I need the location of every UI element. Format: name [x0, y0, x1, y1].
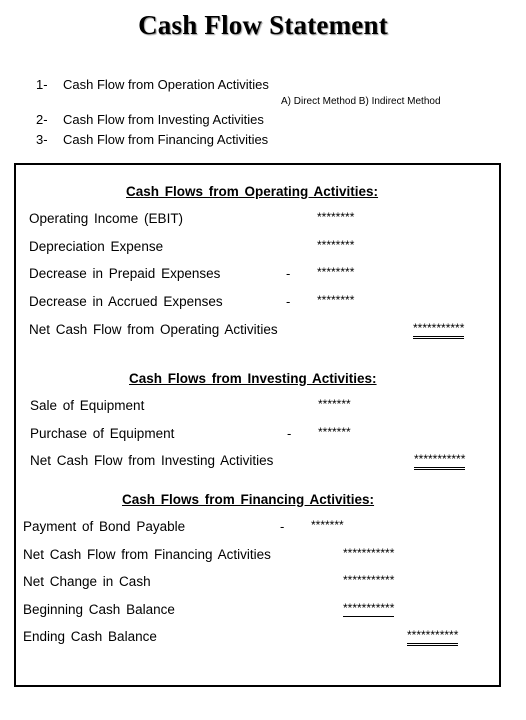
ending-balance-label: Ending Cash Balance — [23, 629, 157, 644]
methods-note: A) Direct Method B) Indirect Method — [281, 96, 441, 107]
investing-net-label: Net Cash Flow from Investing Activities — [30, 453, 274, 468]
operating-row-label: Operating Income (EBIT) — [29, 211, 184, 226]
operating-net-amount: *********** — [413, 321, 464, 339]
investing-net-amount: *********** — [414, 452, 465, 470]
investing-row-label: Purchase of Equipment — [30, 426, 175, 441]
financing-row-label: Payment of Bond Payable — [23, 519, 186, 534]
investing-heading: Cash Flows from Investing Activities: — [129, 371, 377, 386]
beginning-balance-label: Beginning Cash Balance — [23, 602, 175, 617]
operating-row-amount: ******** — [317, 210, 355, 224]
operating-net-label: Net Cash Flow from Operating Activities — [29, 322, 278, 337]
financing-row-dash: - — [280, 519, 285, 534]
list-item-investing: Cash Flow from Investing Activities — [63, 112, 264, 127]
investing-row-label: Sale of Equipment — [30, 398, 145, 413]
list-number-1: 1- — [36, 77, 48, 92]
net-change-label: Net Change in Cash — [23, 574, 151, 589]
list-number-3: 3- — [36, 132, 48, 147]
operating-row-amount: ******** — [317, 265, 355, 279]
operating-row-label: Decrease in Prepaid Expenses — [29, 266, 221, 281]
financing-net-amount: *********** — [343, 546, 395, 560]
operating-row-label: Decrease in Accrued Expenses — [29, 294, 223, 309]
operating-row-amount: ******** — [317, 293, 355, 307]
list-item-financing: Cash Flow from Financing Activities — [63, 132, 269, 147]
ending-balance-amount: *********** — [407, 628, 458, 646]
investing-row-amount: ******* — [318, 397, 351, 411]
beginning-balance-amount: *********** — [343, 601, 395, 615]
operating-row-dash: - — [286, 266, 291, 281]
net-change-amount: *********** — [343, 573, 395, 587]
operating-row-dash: - — [286, 294, 291, 309]
operating-row-label: Depreciation Expense — [29, 239, 164, 254]
investing-row-amount: ******* — [318, 425, 351, 439]
financing-row-amount: ******* — [311, 518, 344, 532]
operating-heading: Cash Flows from Operating Activities: — [126, 184, 379, 199]
financing-heading: Cash Flows from Financing Activities: — [122, 492, 375, 507]
operating-row-amount: ******** — [317, 238, 355, 252]
financing-net-label: Net Cash Flow from Financing Activities — [23, 547, 271, 562]
list-item-operation: Cash Flow from Operation Activities — [63, 77, 269, 92]
list-number-2: 2- — [36, 112, 48, 127]
page-title: Cash Flow Statement — [138, 10, 388, 40]
investing-row-dash: - — [287, 426, 292, 441]
